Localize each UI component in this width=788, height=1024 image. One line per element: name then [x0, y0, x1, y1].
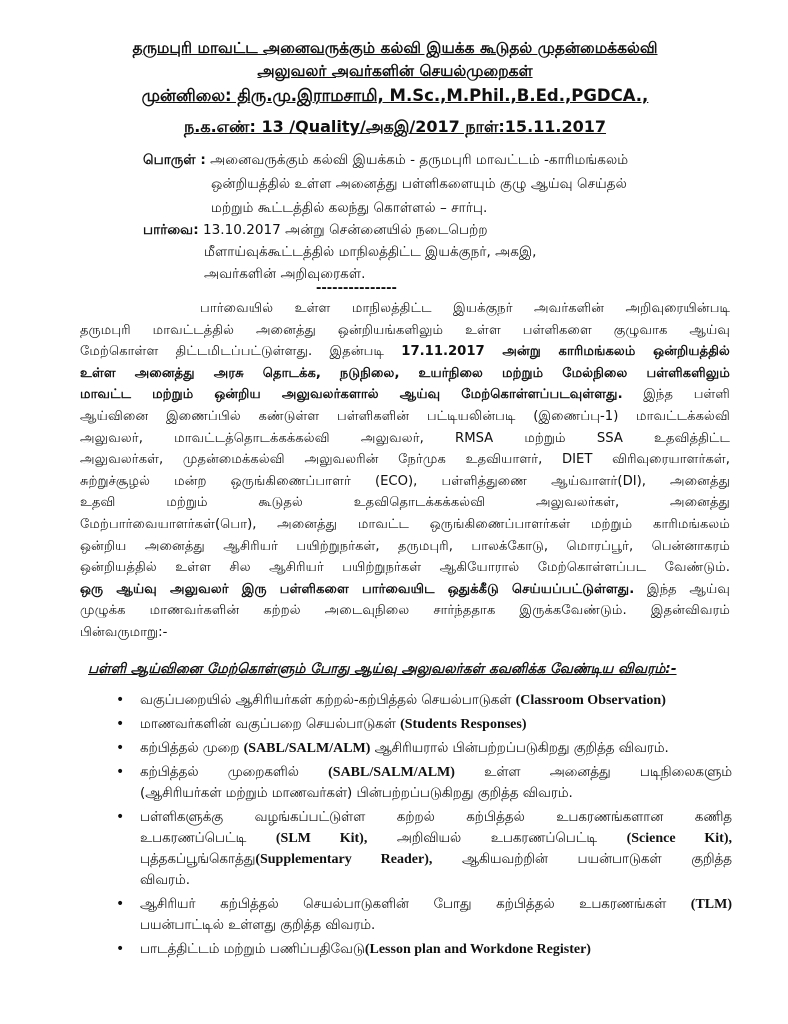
item-text: ஆசிரியரால் பின்பற்றப்படுகிறது குறித்த விவரம். — [370, 741, 669, 756]
list-item — [112, 939, 732, 960]
header-presiding-officer: முன்னிலை: திரு.மு.இராமசாமி, M.Sc.,M.Phil.,B.Ed.,PGDCA., — [141, 86, 649, 105]
item-english: (SABL/SALM/ALM) — [328, 765, 455, 780]
subject-text1: அனைவருக்கும் கல்வி இயக்கம் - தருமபுரி மாவட்டம் -காரிமங்கலம் — [210, 152, 629, 168]
list-item — [112, 894, 732, 936]
item-text: உள்ள அனைத்து படிநிலைகளும் — [454, 765, 733, 780]
list-item — [112, 738, 732, 759]
item-text: வகுப்பறையில் ஆசிரியர்கள் கற்றல்-கற்பித்தல் செயல்பாடுகள் — [140, 693, 516, 708]
body-line: அலுவலர்கள், முதன்மைக்கல்வி அலுவலரின் நேர்முக உதவியாளர், DIET விரிவுரையாளர்கள், — [80, 452, 730, 468]
reference-line1 — [143, 220, 488, 240]
body-line: உள்ள அனைத்து அரசு தொடக்க, நடுநிலை, உயர்நிலை மற்றும் மேல்நிலை பள்ளிகளிலும் — [80, 365, 730, 381]
body-line: உதவி மற்றும் கூடுதல் உதவிதொடக்கக்கல்வி அலுவலர்கள், அனைத்து — [80, 495, 730, 511]
body-text-bold: 17.11.2017 அன்று காரிமங்கலம் ஒன்றியத்தில் — [401, 344, 730, 360]
list-item — [112, 690, 732, 711]
body-line: பார்வையில் உள்ள மாநிலத்திட்ட இயக்குநர் அவர்களின் அறிவுரையின்படி — [200, 301, 730, 316]
body-text-bold: ஒரு ஆய்வு அலுவலர் இரு பள்ளிகளை பார்வையிட ஒதுக்கீடு செய்யப்பட்டுள்ளது. — [80, 581, 635, 597]
item-text: பள்ளிகளுக்கு வழங்கப்பட்டுள்ள கற்றல் கற்பித்தல் உபகரணங்களான கணித — [140, 810, 732, 825]
reference-text1: 13.10.2017 அன்று சென்னையில் நடைபெற்ற — [202, 222, 488, 238]
header-title-line1: தருமபுரி மாவட்ட அனைவருக்கும் கல்வி இயக்க கூடுதல் முதன்மைக்கல்வி — [132, 39, 658, 57]
body-paragraph — [80, 298, 730, 644]
item-text: ஆசிரியர் கற்பித்தல் செயல்பாடுகளின் போது கற்பித்தல் உபகரணங்கள் — [140, 897, 691, 912]
body-text-segment: இந்த பள்ளி — [622, 387, 730, 403]
reference-label: பார்வை: — [143, 222, 199, 238]
body-line — [80, 341, 730, 363]
item-text: பாடத்திட்டம் மற்றும் பணிப்பதிவேடு — [140, 942, 365, 957]
subject-line2: ஒன்றியத்தில் உள்ள அனைத்து பள்ளிகளையும் குழு ஆய்வு செய்தல் — [211, 176, 627, 192]
bullet-icon: • — [116, 716, 125, 732]
item-english: (Science Kit), — [626, 831, 732, 846]
body-line: பின்வருமாறு:- — [80, 624, 168, 640]
bullet-icon: • — [116, 941, 125, 957]
item-text: உபகரணப்பெட்டி — [140, 831, 276, 846]
item-text: புத்தகப்பூங்கொத்து — [140, 852, 256, 867]
subject-label: பொருள் : — [143, 152, 206, 168]
body-line: தருமபுரி மாவட்டத்தில் அனைத்து ஒன்றியங்களிலும் உள்ள பள்ளிகளை குழுவாக ஆய்வு — [80, 322, 730, 338]
item-english: (Students Responses) — [400, 717, 527, 732]
item-text: பயன்பாட்டில் உள்ளது குறித்த விவரம். — [140, 918, 376, 933]
header-reference-number-date: ந.க.எண்: 13 /Quality/அகஇ/2017 நாள்:15.11.2017 — [183, 117, 607, 136]
item-text: கற்பித்தல் முறைகளில் — [140, 765, 329, 780]
body-text-bold: மாவட்ட மற்றும் ஒன்றிய அலுவலர்களால் ஆய்வு மேற்கொள்ளப்படவுள்ளது. — [80, 387, 623, 403]
checklist — [112, 690, 732, 963]
subject-line3: மற்றும் கூட்டத்தில் கலந்து கொள்ளல் – சார்பு. — [211, 200, 488, 216]
bullet-icon: • — [116, 740, 125, 756]
item-english: (SABL/SALM/ALM) — [243, 741, 371, 756]
body-line: அலுவலர், மாவட்டத்தொடக்கக்கல்வி அலுவலர், RMSA மற்றும் SSA உதவித்திட்ட — [80, 430, 730, 446]
body-line: முழுக்க மாணவர்களின் கற்றல் அடைவுநிலை சார்ந்ததாக இருக்கவேண்டும். இதன்விவரம் — [80, 603, 730, 619]
body-text-segment: மேற்கொள்ள திட்டமிடப்பட்டுள்ளது. இதன்படி — [80, 344, 402, 360]
separator-line: --------------- — [316, 281, 397, 296]
bullet-icon: • — [116, 809, 125, 825]
body-text-segment: இந்த ஆய்வு — [634, 581, 730, 597]
item-text: கற்பித்தல் முறை — [140, 741, 244, 756]
body-line — [80, 384, 730, 406]
item-text: விவரம். — [140, 873, 190, 888]
reference-line2: மீளாய்வுக்கூட்டத்தில் மாநிலத்திட்ட இயக்குநர், அகஇ, — [204, 244, 537, 260]
body-line: ஒன்றிய அனைத்து ஆசிரியர் பயிற்றுநர்கள், தருமபுரி, பாலக்கோடு, மொரப்பூர், பென்னாகரம் — [80, 538, 730, 554]
body-line: ஆய்வினை இணைப்பில் கண்டுள்ள பள்ளிகளின் பட்டியலின்படி (இணைப்பு-1) மாவட்டக்கல்வி — [80, 408, 730, 424]
item-english: (SLM Kit), — [275, 831, 368, 846]
body-line: ஒன்றியத்தில் உள்ள சில ஆசிரியர் பயிற்றுநர்கள் ஆகியோரால் மேற்கொள்ளப்பட வேண்டும். — [80, 560, 730, 576]
item-english: (Lesson plan and Workdone Register) — [364, 942, 591, 957]
body-line — [80, 579, 730, 601]
subject-line1 — [143, 150, 628, 170]
item-text: (ஆசிரியர்கள் மற்றும் மாணவர்கள்) பின்பற்றப்படுகிறது குறித்த விவரம். — [140, 786, 573, 801]
body-line: சுற்றுச்சூழல் மன்ற ஒருங்கிணைப்பாளர் (ECO), பள்ளித்துணை ஆய்வாளர்(DI), அனைத்து — [80, 473, 730, 489]
item-english: (TLM) — [690, 897, 732, 912]
bullet-icon: • — [116, 896, 125, 912]
bullet-icon: • — [116, 692, 125, 708]
item-text: ஆகியவற்றின் பயன்பாடுகள் குறித்த — [432, 852, 732, 867]
section-heading: பள்ளி ஆய்வினை மேற்கொள்ளும் போது ஆய்வு அலுவலர்கள் கவனிக்க வேண்டிய விவரம்:- — [88, 661, 677, 677]
item-text: மாணவர்களின் வகுப்பறை செயல்பாடுகள் — [140, 717, 401, 732]
list-item — [112, 807, 732, 891]
header-title-line2: அலுவலர் அவர்களின் செயல்முறைகள் — [257, 62, 533, 80]
bullet-icon: • — [116, 764, 125, 780]
list-item — [112, 714, 732, 735]
reference-line3: அவர்களின் அறிவுரைகள். — [204, 266, 366, 282]
body-line: மேற்பார்வையாளர்கள்(பொ), அனைத்து மாவட்ட ஒருங்கிணைப்பாளர்கள் மற்றும் காரிமங்கலம் — [80, 516, 730, 532]
item-text: அறிவியல் உபகரணப்பெட்டி — [367, 831, 627, 846]
item-english: (Supplementary Reader), — [255, 852, 433, 867]
item-english: (Classroom Observation) — [515, 693, 666, 708]
list-item — [112, 762, 732, 804]
